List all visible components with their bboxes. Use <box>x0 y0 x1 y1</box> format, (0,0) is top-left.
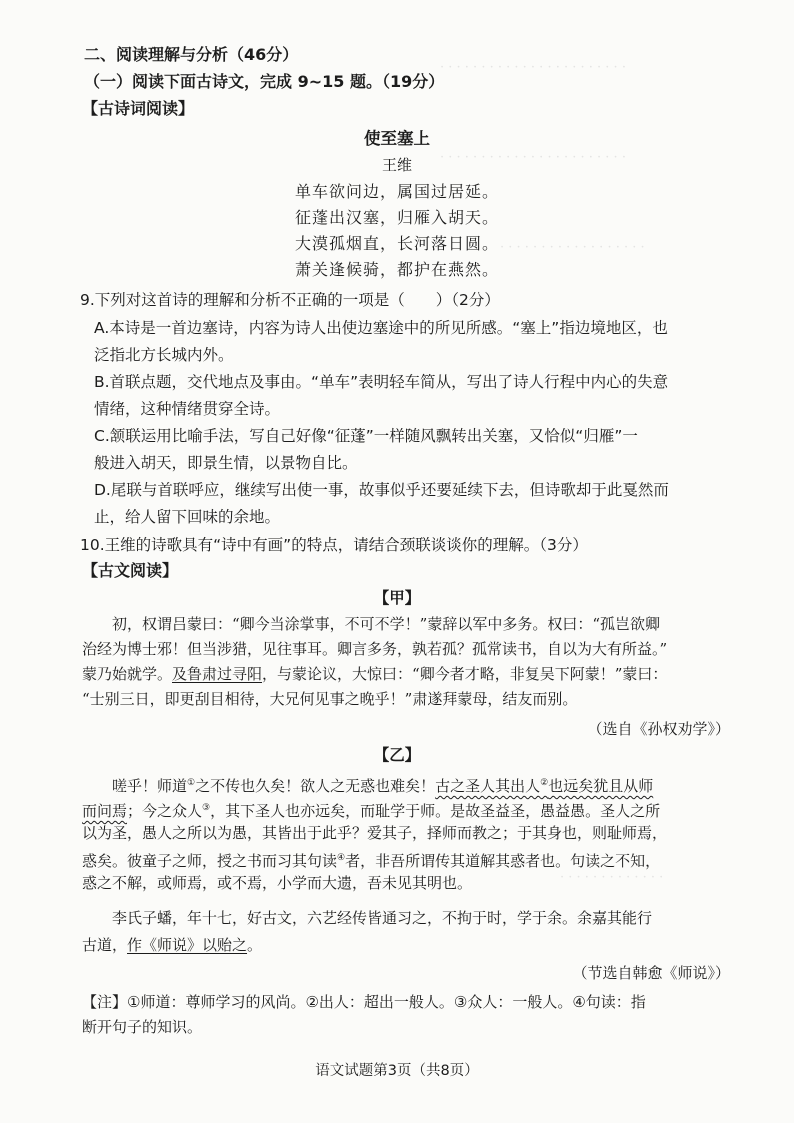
passage-jia-line: 初，权谓吕蒙曰：“卿今当涂掌事，不可不学！”蒙辞以军中多务。权曰：“孤岂欲卿 <box>112 615 661 633</box>
passage-yi-text: ，其下圣人也亦远矣，而耻学于师。是故圣益圣，愚益愚。圣人之所 <box>210 802 661 820</box>
passage-yi-text: 之不传也久矣！欲人之无惑也难矣！ <box>195 777 436 795</box>
prose-label: 【古文阅读】 <box>82 561 179 580</box>
annotation-notes: 【注】①师道：尊师学习的风尚。②出人：超出一般人。③众人：一般人。④句读：指 <box>82 993 646 1011</box>
wavy-text: 也远矣犹且从师 <box>548 777 654 795</box>
passage-jia-line: “士别三日，即更刮目相待，大兄何见事之晚乎！”肃遂拜蒙母，结友而别。 <box>82 690 578 708</box>
passage-jia-source: （选自《孙权劝学》） <box>587 720 730 738</box>
passage-yi-text: 嗟乎！师道 <box>112 777 188 795</box>
poetry-label: 【古诗词阅读】 <box>82 99 195 118</box>
q9-option-a-cont: 泛指北方长城内外。 <box>94 346 234 364</box>
poem-line: 大漠孤烟直，长河落日圆。 <box>294 234 499 253</box>
q9-option-c: C.颔联运用比喻手法，写自己好像“征蓬”一样随风飘转出关塞，又恰似“归雁”一 <box>94 427 638 445</box>
wavy-underlined-sentence: 而问焉 <box>82 802 128 820</box>
passage-yi-line: 以为圣，愚人之所以为愚，其皆出于此乎？爱其子，择师而教之；于其身也，则耻师焉， <box>82 824 668 842</box>
footnote-marker: ① <box>187 778 196 788</box>
passage-yi-line <box>82 847 660 872</box>
question-10: 10.王维的诗歌具有“诗中有画”的特点，请结合颈联谈谈你的理解。（3分） <box>80 536 588 554</box>
q9-option-d-cont: 止，给人留下回味的余地。 <box>94 508 281 526</box>
poem-line: 征蓬出汉塞，归雁入胡天。 <box>294 208 499 227</box>
poem-title: 使至塞上 <box>364 129 430 148</box>
passage-yi-line <box>82 797 660 822</box>
underlined-sentence: 及鲁肃过寻阳 <box>172 665 263 683</box>
underlined-sentence: 作《师说》以贻之 <box>127 936 248 954</box>
passage-jia-heading: 【甲】 <box>373 589 421 607</box>
passage-yi-line: 惑之不解，或师焉，或不焉，小学而大遗，吾未见其明也。 <box>82 874 473 892</box>
passage-yi-text: ；今之众人 <box>127 802 203 820</box>
passage-jia-line <box>82 663 667 685</box>
poem-line: 单车欲问边，属国过居延。 <box>294 182 499 201</box>
passage-jia-text: ，与蒙论议，大惊曰：“卿今者才略，非复吴下阿蒙！”蒙曰： <box>262 665 668 683</box>
footnote-marker: ② <box>540 778 549 788</box>
bleed-through-texture: · · · · · · · · · · · · · · · · · · · · · · · <box>440 60 626 75</box>
passage-yi-text: 。 <box>247 936 263 954</box>
question-9-stem: 9.下列对这首诗的理解和分析不正确的一项是（ ）（2分） <box>80 291 500 309</box>
poem-author: 王维 <box>381 156 412 174</box>
q9-option-c-cont: 般进入胡天，即景生情，以景物自比。 <box>94 454 358 472</box>
footnote-marker: ④ <box>337 853 346 863</box>
q9-option-b: B.首联点题，交代地点及事由。“单车”表明轻车简从，写出了诗人行程中内心的失意 <box>94 373 669 391</box>
q9-option-d: D.尾联与首联呼应，继续写出使一事，故事似乎还要延续下去，但诗歌却于此戛然而 <box>94 481 669 499</box>
passage-yi-text: 古道， <box>82 936 128 954</box>
bleed-through-texture: · · · · · · · · · · · · · · · · · · · · · · · <box>440 150 626 165</box>
poem-line: 萧关逢候骑，都护在燕然。 <box>294 260 499 279</box>
passage-yi-line <box>82 934 262 956</box>
wavy-text: 古之圣人其出人 <box>435 777 541 795</box>
passage-jia-text: 蒙乃始就学。 <box>82 665 173 683</box>
wavy-underlined-sentence <box>435 777 653 795</box>
passage-yi-line: 李氏子蟠，年十七，好古文，六艺经传皆通习之，不拘于时，学于余。余嘉其能行 <box>112 909 653 927</box>
bleed-through-texture: · · · · · · · · · · · · · <box>560 870 664 885</box>
passage-yi-heading: 【乙】 <box>373 746 421 764</box>
passage-yi-text: 者，非吾所谓传其道解其惑者也。句读之不知， <box>345 852 661 870</box>
bleed-through-texture: · · · · · · · · · · · · · · · · · · <box>500 240 645 255</box>
annotation-notes-cont: 断开句子的知识。 <box>82 1018 203 1036</box>
part-title: （一）阅读下面古诗文，完成 9~15 题。（19分） <box>84 72 445 91</box>
page-footer: 语文试题第3页（共8页） <box>315 1063 479 1079</box>
section-title: 二、阅读理解与分析（46分） <box>84 45 299 64</box>
passage-yi-source: （节选自韩愈《师说》） <box>572 964 730 982</box>
passage-yi-line <box>112 772 653 797</box>
footnote-marker: ③ <box>202 803 211 813</box>
q9-option-a: A.本诗是一首边塞诗，内容为诗人出使边塞途中的所见所感。“塞上”指边境地区，也 <box>94 319 668 337</box>
q9-option-b-cont: 情绪，这种情绪贯穿全诗。 <box>94 400 281 418</box>
passage-jia-line: 治经为博士邪！但当涉猎，见往事耳。卿言多务，孰若孤？孤常读书，自以为大有所益。” <box>82 640 668 658</box>
passage-yi-text: 惑矣。彼童子之师，授之书而习其句读 <box>82 852 338 870</box>
